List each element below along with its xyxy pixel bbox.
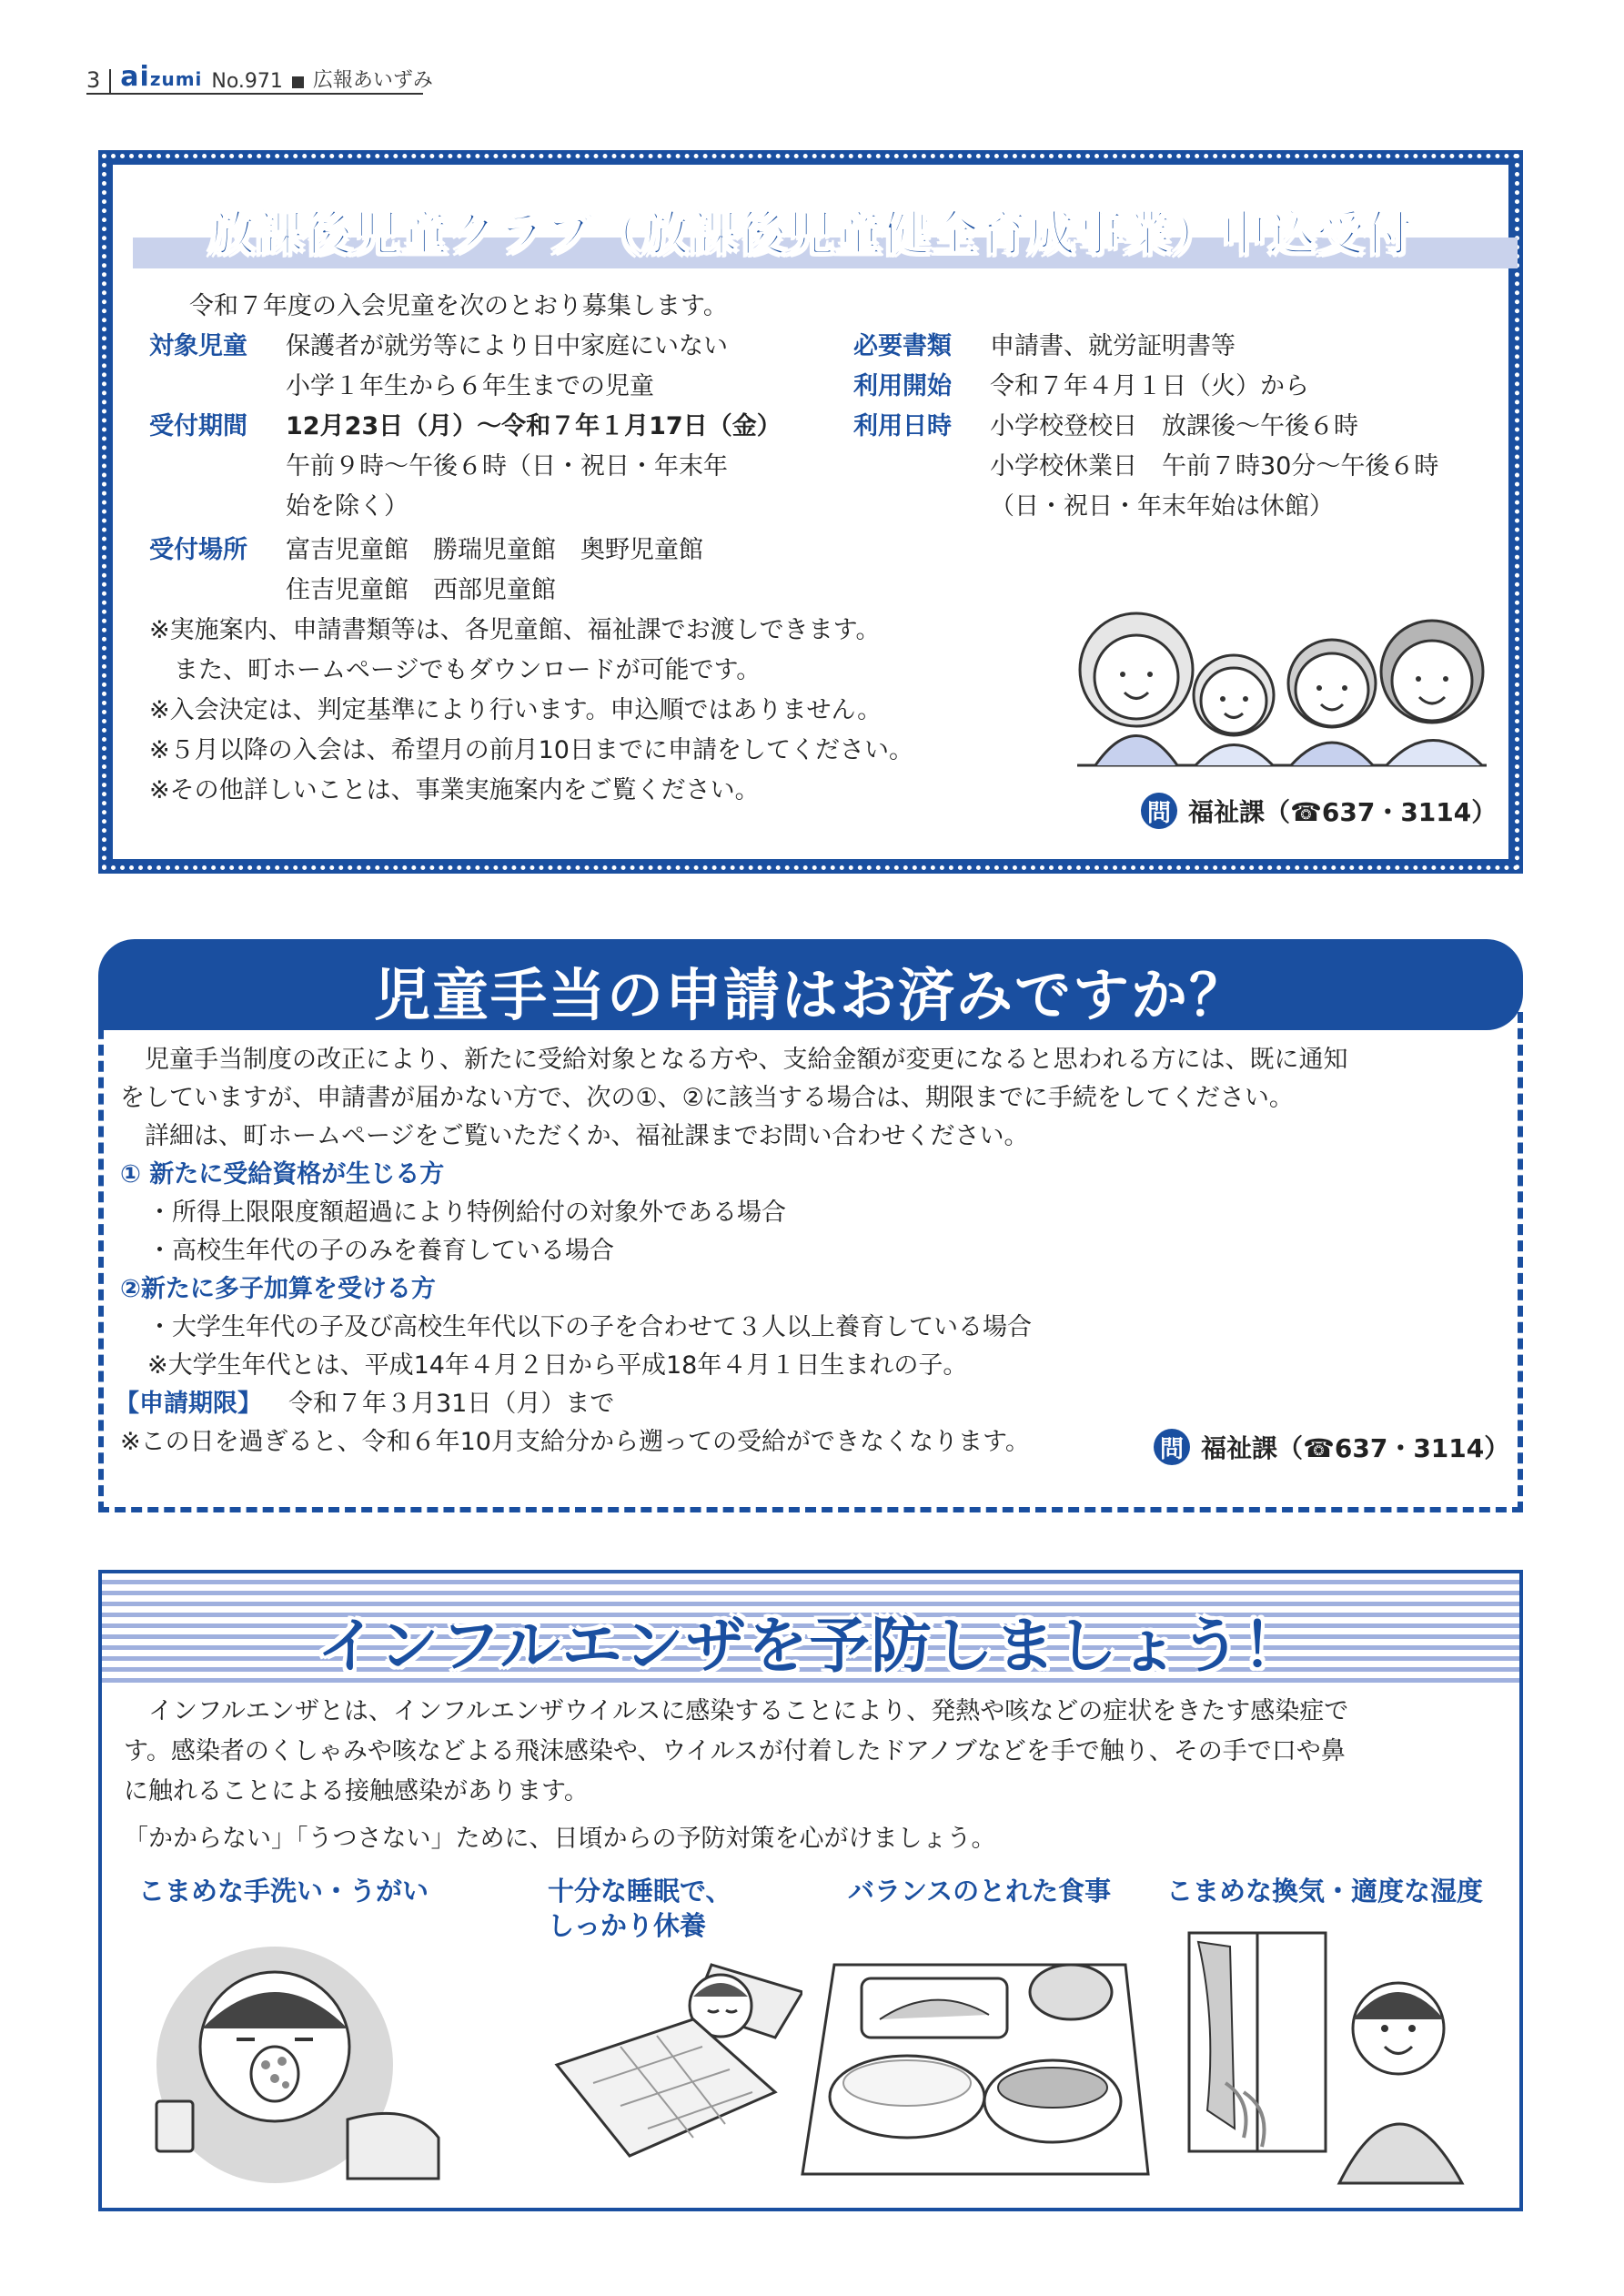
children-illustration	[1068, 597, 1496, 779]
after-school-club-section	[98, 150, 1523, 874]
balanced-meal-illustration	[798, 1928, 1153, 2183]
allowance-contact	[1154, 1429, 1509, 1465]
influenza-section	[98, 1570, 1523, 2211]
page-number: 3	[86, 67, 101, 93]
deadline-note: ※この日を過ぎると、令和６年10月支給分から遡っての受給ができなくなります。	[120, 1428, 1030, 1456]
flu-para-3: に触れることによる接触感染があります。	[124, 1777, 589, 1805]
publication-logo: aizumi	[120, 61, 203, 93]
club-contact	[1141, 793, 1497, 829]
allowance-para-3: 詳細は、町ホームページをご覧いただくか、福祉課までお問い合わせください。	[120, 1122, 1029, 1150]
allowance-para-2: をしていますが、申請書が届かない方で、次の①、②に該当する場合は、期限までに手続をしてください。	[120, 1084, 1294, 1112]
allowance-title: 児童手当の申請はお済みですか？	[373, 962, 1247, 1028]
note-2: また、町ホームページでもダウンロードが可能です。	[149, 656, 762, 684]
square-bullet-icon	[292, 76, 304, 88]
tip-sleep-line-1: 十分な睡眠で、	[548, 1876, 732, 1907]
flu-para-1: インフルエンザとは、インフルエンザウイルスに感染することにより、発熱や咳などの症状をきたす感染症で	[124, 1697, 1349, 1725]
inquiry-badge-icon: 問	[1141, 793, 1177, 829]
flu-para-4: 「かからない」「うつさない」ために、日頃からの予防対策を心がけましょう。	[124, 1825, 996, 1853]
case-2-item-2: ※大学生年代とは、平成14年４月２日から平成18年４月１日生まれの子。	[147, 1351, 968, 1380]
tip-sleep-line-2: しっかり休養	[548, 1910, 707, 1941]
note-3: ※入会決定は、判定基準により行います。申込順ではありません。	[149, 696, 883, 724]
club-title: 放課後児童クラブ（放課後児童健全育成事業）申込受付	[207, 207, 1414, 262]
club-intro: 令和７年度の入会児童を次のとおり募集します。	[189, 292, 728, 320]
case-2-item-1: ・大学生年代の子及び高校生年代以下の子を合わせて３人以上養育している場合	[147, 1313, 1032, 1341]
inquiry-badge-icon: 問	[1154, 1429, 1190, 1465]
case-2-title: ②新たに多子加算を受ける方	[120, 1275, 436, 1303]
note-1: ※実施案内、申請書類等は、各児童館、福祉課でお渡しできます。	[149, 616, 881, 644]
club-contact-text: 福祉課（☎637・3114）	[1188, 797, 1498, 827]
gargling-boy-illustration	[138, 1928, 448, 2192]
target-line-2: 小学１年生から６年生までの児童	[286, 372, 654, 400]
target-line-1: 保護者が就労等により日中家庭にいない	[286, 332, 728, 360]
sleeping-child-illustration	[530, 1956, 802, 2165]
tip-ventilation: こまめな換気・適度な湿度	[1166, 1876, 1484, 1907]
hours-label: 利用日時	[853, 412, 952, 440]
docs-value: 申請書、就労証明書等	[990, 332, 1236, 360]
hours-line-2: 小学校休業日 午前７時30分～午後６時	[990, 452, 1439, 480]
tip-handwashing: こまめな手洗い・うがい	[138, 1876, 429, 1907]
club-panel	[113, 165, 1508, 859]
place-line-1: 富吉児童館 勝瑞児童館 奥野児童館	[286, 536, 703, 564]
flu-para-2: す。感染者のくしゃみや咳などよる飛沫感染や、ウイルスが付着したドアノブなどを手で触り、その手で口や鼻	[124, 1737, 1346, 1765]
header-underline	[86, 93, 423, 95]
header-divider	[109, 69, 111, 93]
hours-line-3: （日・祝日・年末年始は休館）	[990, 492, 1334, 521]
period-label: 受付期間	[149, 412, 247, 440]
ventilation-illustration	[1180, 1928, 1480, 2192]
period-line-2: 始を除く）	[286, 492, 409, 521]
issue-number: No.971	[211, 70, 283, 93]
period-date: 12月23日（月）～令和７年１月17日（金）	[286, 412, 782, 440]
allowance-para-1: 児童手当制度の改正により、新たに受給対象となる方や、支給金額が変更になると思われる方には、既に通知	[120, 1046, 1348, 1074]
case-1-item-2: ・高校生年代の子のみを養育している場合	[147, 1237, 614, 1265]
child-allowance-section	[98, 939, 1523, 1512]
note-5: ※その他詳しいことは、事業実施案内をご覧ください。	[149, 776, 760, 804]
case-1-title: ① 新たに受給資格が生じる方	[120, 1160, 445, 1188]
target-label: 対象児童	[149, 332, 247, 360]
hours-line-1: 小学校登校日 放課後～午後６時	[990, 412, 1358, 440]
publication-name: 広報あいずみ	[312, 69, 433, 92]
allowance-contact-text: 福祉課（☎637・3114）	[1201, 1433, 1510, 1463]
start-label: 利用開始	[853, 372, 952, 400]
period-line-1: 午前９時～午後６時（日・祝日・年末年	[286, 452, 728, 480]
deadline-label: 【申請期限】	[115, 1390, 262, 1418]
start-value: 令和７年４月１日（火）から	[990, 372, 1309, 400]
place-line-2: 住吉児童館 西部児童館	[286, 576, 556, 604]
influenza-title: インフルエンザを予防しましょう！	[317, 1611, 1305, 1681]
allowance-title-band	[98, 939, 1523, 1030]
note-4: ※５月以降の入会は、希望月の前月10日までに申請をしてください。	[149, 736, 913, 764]
tip-meal: バランスのとれた食事	[848, 1876, 1112, 1907]
docs-label: 必要書類	[853, 332, 952, 360]
page-header	[86, 56, 433, 93]
case-1-item-1: ・所得上限限度額超過により特例給付の対象外である場合	[147, 1199, 786, 1227]
deadline-value: 令和７年３月31日（月）まで	[288, 1390, 615, 1418]
place-label: 受付場所	[149, 536, 247, 564]
